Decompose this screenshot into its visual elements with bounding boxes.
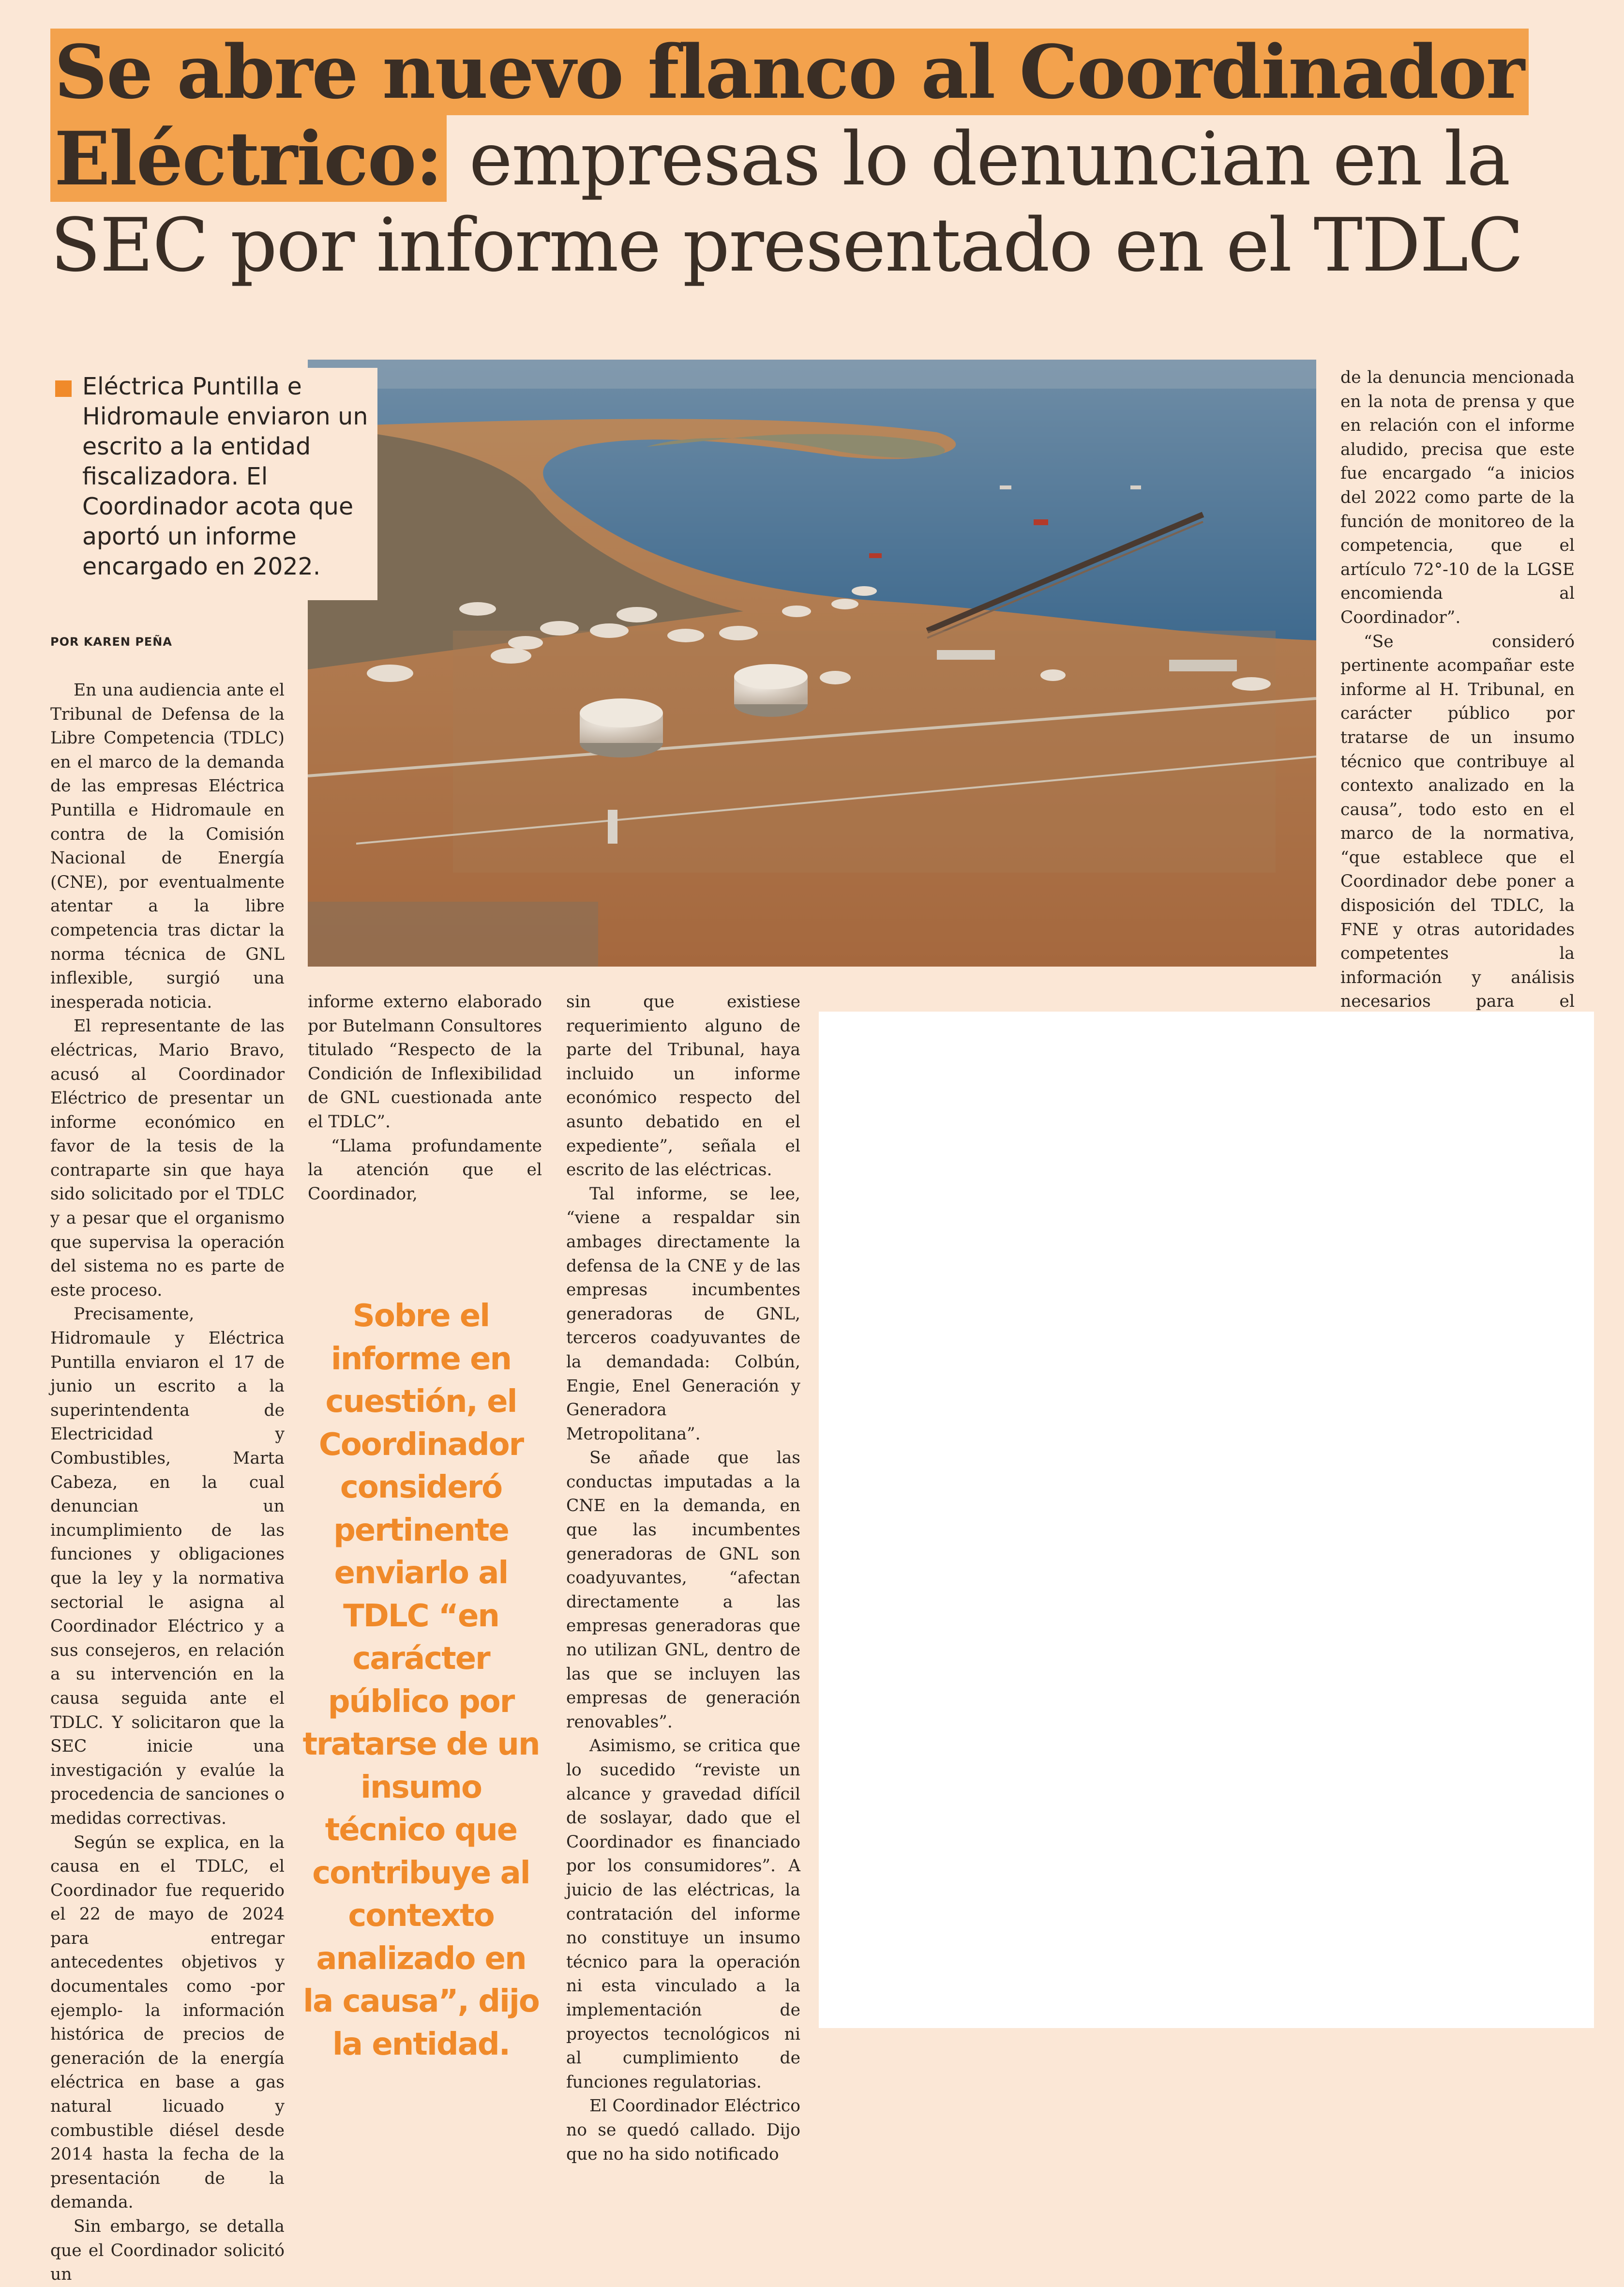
headline-highlight-1: Se abre nuevo flanco al Coordinador	[50, 29, 1529, 115]
col3-paragraph-2: Tal informe, se lee, “viene a respaldar sin ambages directamente la defensa de la CNE y de las empresas incumbentes generadoras de GNL, terceros coadyuvantes de la demandada: Colbún, Engie, Enel Generación y Generadora Metropolitana”.	[566, 1184, 800, 1444]
col1-paragraph-1: En una audiencia ante el Tribunal de Defensa de la Libre Competencia (TDLC) en el marco de la demanda de las empresas Eléctrica Puntilla e Hidromaule en contra de la Comisión Nacional de Energía (CNE), por eventualmente atentar a la libre competencia tras dictar la norma técnica de GNL inflexible, surgió una inesperada noticia.	[50, 681, 285, 1012]
headline-line-3: SEC por informe presentado en el TDLC	[50, 202, 1523, 288]
col4-paragraph-1: de la denuncia mencionada en la nota de prensa y que en relación con el informe aludido, precisa que este fue encargado “a inicios del 2022 como parte de la función de monitoreo de la competencia, que el artículo 72°-10 de la LGSE encomienda al Coordinador”.	[1340, 368, 1575, 627]
pull-quote: Sobre el informe en cuestión, el Coordinador consideró pertinente enviarlo al TDLC “en carácter público por tratarse de un insumo técnico que contribuye al contexto analizado en la causa”, dijo la entidad.	[302, 1298, 540, 2062]
col4-paragraph-2: “Se consideró pertinente acompañar este informe al H. Tribunal, en carácter público por tratarse de un insumo técnico que contribuye al contexto analizado en la causa”, todo esto en el marco de la normativa, “que establece que el Coordinador debe poner a disposición del TDLC, la FNE y otras autoridades competentes la información y análisis necesarios para el	[1340, 632, 1575, 1012]
article-photo	[308, 360, 1316, 967]
col2-paragraph-1: informe externo elaborado por Butelmann Consultores titulado “Respecto de la Condición de Inflexibilidad de GNL cuestionada ante el TDLC”.	[308, 992, 542, 1132]
column-4	[1340, 366, 1575, 1062]
col1-paragraph-5: Sin embargo, se detalla que el Coordinador solicitó un	[50, 2217, 285, 2285]
col3-paragraph-1: sin que existiese requerimiento alguno de parte del Tribunal, haya incluido un informe económico respecto del asunto debatido en el expediente”, señala el escrito de las eléctricas.	[566, 992, 800, 1180]
lede-box	[48, 368, 377, 600]
headline-line-1	[50, 29, 1524, 116]
orange-square-bullet-icon	[55, 380, 72, 397]
blank-ad-space	[819, 1012, 1594, 2028]
byline: POR KAREN PEÑA	[50, 635, 172, 649]
headline-line-2	[50, 115, 1510, 202]
column-2	[308, 990, 542, 1206]
col2-paragraph-2: “Llama profundamente la atención que el Coordinador,	[308, 1136, 542, 1204]
col3-paragraph-5: El Coordinador Eléctrico no se quedó callado. Dijo que no ha sido notificado	[566, 2096, 800, 2164]
col3-paragraph-3: Se añade que las conductas imputadas a la CNE en la demanda, en que las incumbentes generadoras de GNL son coadyuvantes, “afectan directamente a las empresas generadoras que no utilizan GNL, dentro de las que se incluyen las empresas de generación renovables”.	[566, 1448, 800, 1732]
headline	[50, 29, 1524, 288]
col3-paragraph-4: Asimismo, se critica que lo sucedido “reviste un alcance y gravedad difícil de soslayar, dado que el Coordinador es financiado por los consumidores”. A juicio de las eléctricas, la contratación del informe no constituye un insumo técnico para la operación ni esta vinculado a la implementación de proyectos tecnológicos ni al cumplimiento de funciones regulatorias.	[566, 1736, 800, 2092]
lng-terminal-aerial-photo	[308, 360, 1316, 967]
headline-highlight-2: Eléctrico:	[50, 115, 447, 202]
col1-paragraph-3: Precisamente, Hidromaule y Eléctrica Puntilla enviaron el 17 de junio un escrito a la superintendenta de Electricidad y Combustibles, Marta Cabeza, en la cual denuncian un incumplimiento de las funciones y obligaciones que la ley y la normativa sectorial le asigna al Coordinador Eléctrico y a sus consejeros, en relación a su intervención en la causa seguida ante el TDLC. Y solicitaron que la SEC inicie una investigación y evalúe la procedencia de sanciones o medidas correctivas.	[50, 1304, 285, 1828]
column-1	[50, 679, 285, 2287]
headline-line-2-rest: empresas lo denuncian en la	[446, 116, 1510, 202]
col1-paragraph-4: Según se explica, en la causa en el TDLC, el Coordinador fue requerido el 22 de mayo de 2024 para entregar antecedentes objetivos y documentales como -por ejemplo- la información histórica de precios de generación de la energía eléctrica en base a gas natural licuado y combustible diésel desde 2014 hasta la fecha de la presentación de la demanda.	[50, 1833, 285, 2212]
col1-paragraph-2: El representante de las eléctricas, Mario Bravo, acusó al Coordinador Eléctrico de presentar un informe económico en favor de la tesis de la contraparte sin que haya sido solicitado por el TDLC y a pesar que el organismo que supervisa la operación del sistema no es parte de este proceso.	[50, 1016, 285, 1300]
column-3	[566, 990, 800, 2166]
lede-text: Eléctrica Puntilla e Hidromaule enviaron un escrito a la entidad fiscalizadora. El Coordinador acota que aportó un informe encargado en 2022.	[82, 373, 368, 580]
